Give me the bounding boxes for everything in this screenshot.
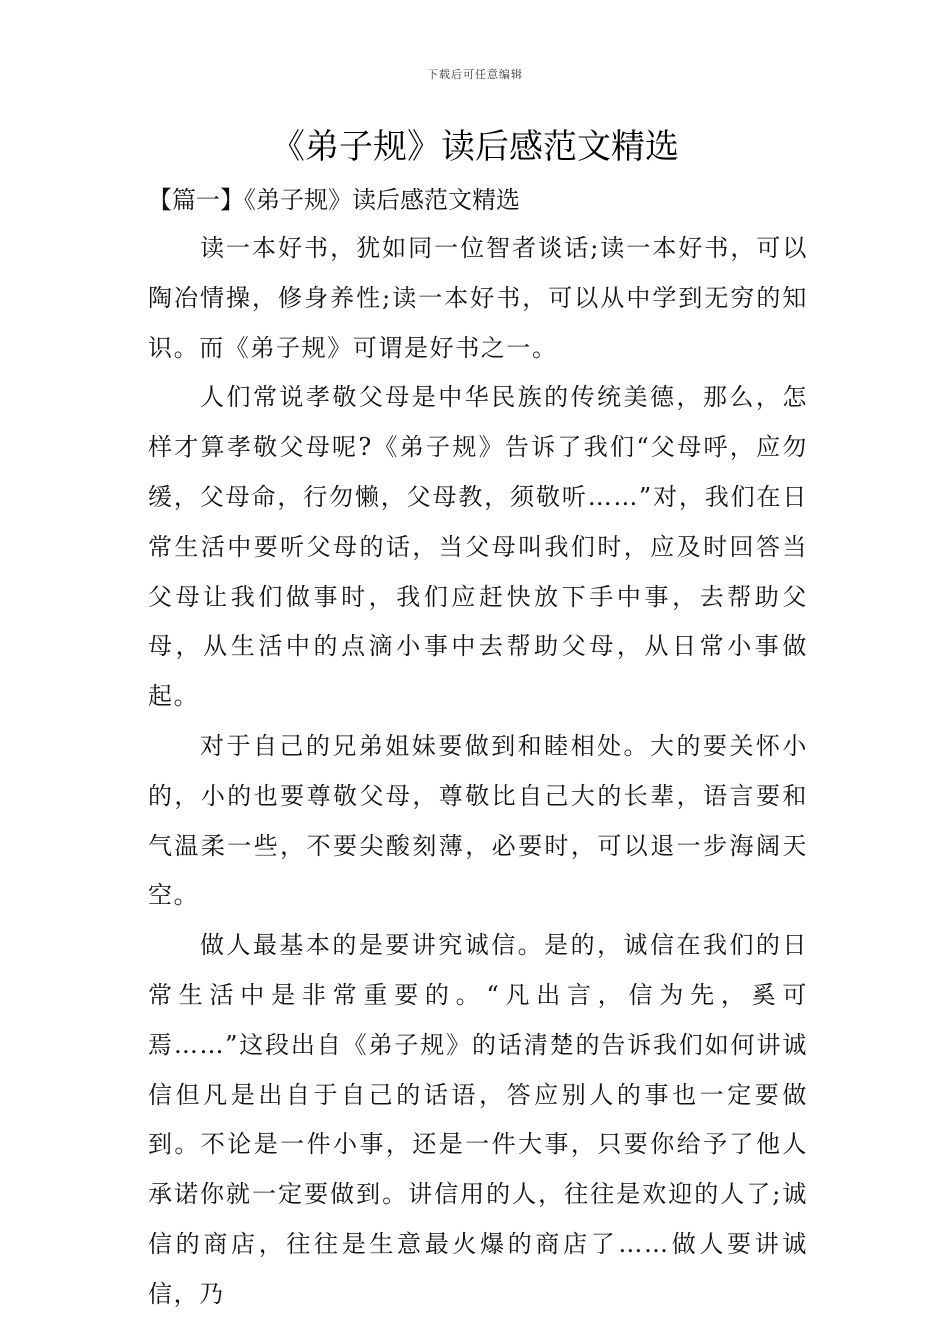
paragraph: 读一本好书，犹如同一位智者谈话;读一本好书，可以陶冶情操，修身养性;读一本好书，可以从中学到无穷的知识。而《弟子规》可谓是好书之一。 bbox=[148, 234, 808, 362]
section-heading: 【篇一】《弟子规》读后感范文精选 bbox=[148, 186, 520, 214]
document-title: 《弟子规》读后感范文精选 bbox=[271, 127, 679, 167]
paragraph: 人们常说孝敬父母是中华民族的传统美德，那么，怎样才算孝敬父母呢?《弟子规》告诉了我们“父母呼，应勿缓，父母命，行勿懒，父母教，须敬听……”对，我们在日常生活中要听父母的话，当父母叫我们时，应及时回答当父母让我们做事时，我们应赶快放下手中事，去帮助父母，从生活中的点滴小事中去帮助父母，从日常小事做起。 bbox=[148, 383, 808, 711]
body-text bbox=[148, 224, 808, 1320]
paragraph: 做人最基本的是要讲究诚信。是的，诚信在我们的日常生活中是非常重要的。“凡出言，信为先，奚可焉……”这段出自《弟子规》的话清楚的告诉我们如何讲诚信但凡是出自于自己的话语，答应别人的事也一定要做到。不论是一件小事，还是一件大事，只要你给予了他人承诺你就一定要做到。讲信用的人，往往是欢迎的人了;诚信的商店，往往是生意最火爆的商店了……做人要讲诚信，乃 bbox=[148, 931, 808, 1308]
page-header-note: 下载后可任意编辑 bbox=[427, 68, 523, 81]
paragraph: 对于自己的兄弟姐妹要做到和睦相处。大的要关怀小的，小的也要尊敬父母，尊敬比自己大的长辈，语言要和气温柔一些，不要尖酸刻薄，必要时，可以退一步海阔天空。 bbox=[148, 731, 808, 910]
